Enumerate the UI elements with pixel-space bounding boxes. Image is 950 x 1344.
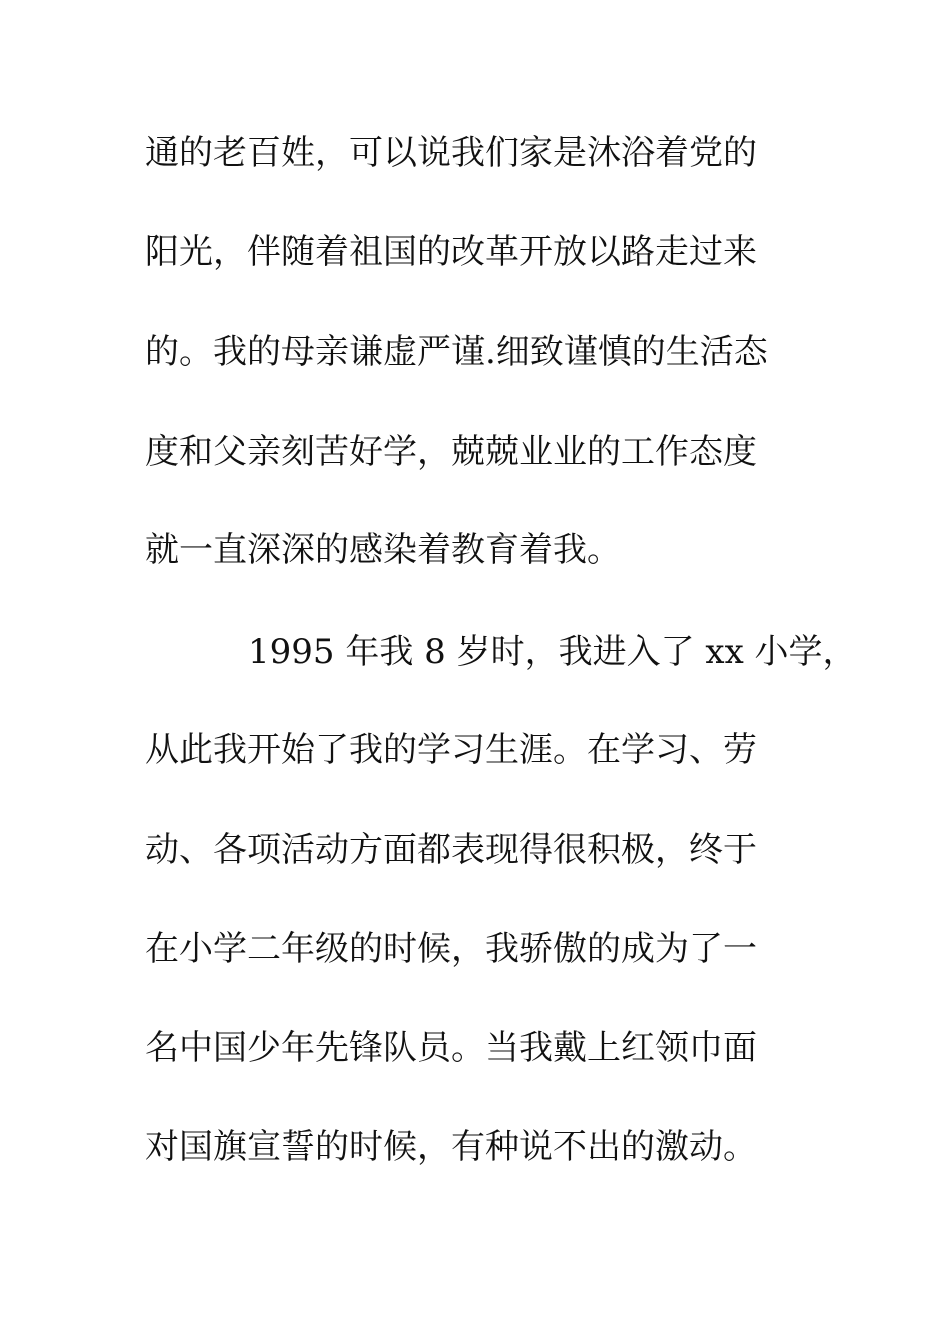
text-line-11: 对国旗宣誓的时候，有种说不出的激动。 <box>145 1127 757 1167</box>
text-line-2: 阳光，伴随着祖国的改革开放以路走过来 <box>145 232 757 272</box>
text-line-1: 通的老百姓，可以说我们家是沐浴着党的 <box>145 133 757 173</box>
text-line-10: 名中国少年先锋队员。当我戴上红领巾面 <box>145 1028 757 1068</box>
text-line-6-paragraph-start: 1995 年我 8 岁时，我进入了 xx 小学， <box>248 632 857 672</box>
text-line-9: 在小学二年级的时候，我骄傲的成为了一 <box>145 929 757 969</box>
text-line-4: 度和父亲刻苦好学，兢兢业业的工作态度 <box>145 432 757 472</box>
text-line-5: 就一直深深的感染着教育着我。 <box>145 530 621 570</box>
text-line-7: 从此我开始了我的学习生涯。在学习、劳 <box>145 730 757 770</box>
text-line-3: 的。我的母亲谦虚严谨.细致谨慎的生活态 <box>145 332 768 372</box>
text-line-8: 动、各项活动方面都表现得很积极，终于 <box>145 830 757 870</box>
